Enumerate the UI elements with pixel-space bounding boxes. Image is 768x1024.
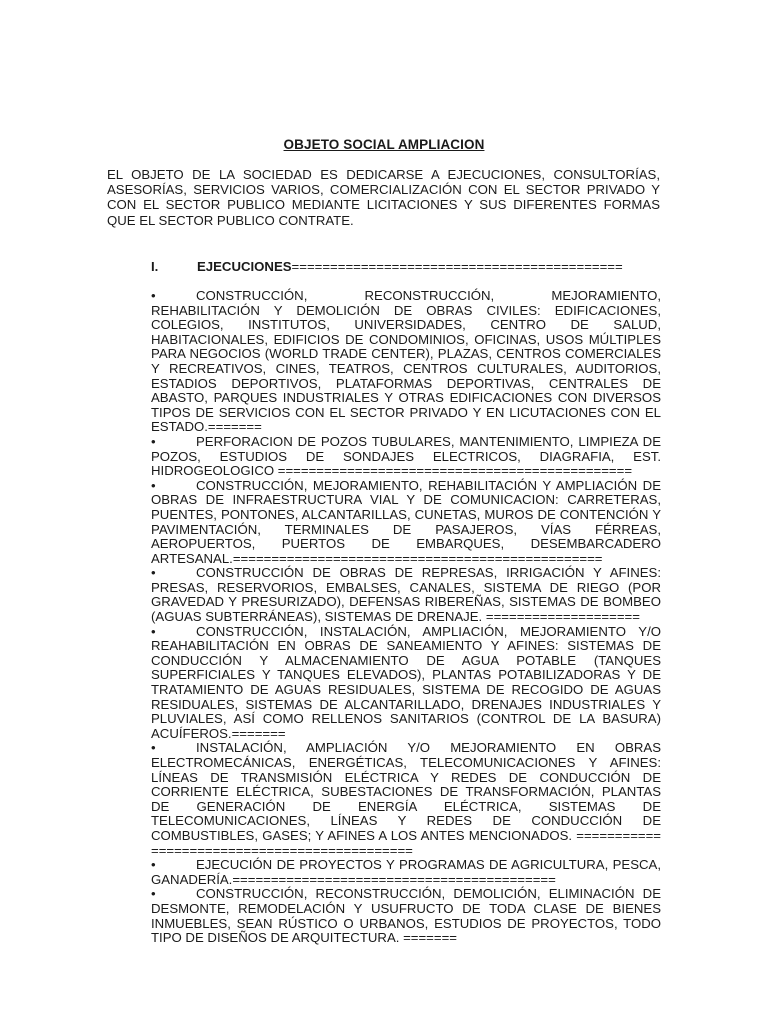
- document-title: OBJETO SOCIAL AMPLIACION: [283, 137, 485, 152]
- item-text: EJECUCIÓN DE PROYECTOS Y PROGRAMAS DE AGRICULTURA, PESCA, GANADERÍA.: [151, 857, 661, 887]
- bullet-icon: •: [151, 740, 156, 756]
- section-rule: ===========================================: [291, 259, 623, 274]
- list-item: [151, 289, 661, 435]
- item-text: PERFORACION DE POZOS TUBULARES, MANTENIMIENTO, LIMPIEZA DE POZOS, ESTUDIOS DE SONDAJES ELECTRICOS, DIAGRAFIA, EST. HIDROGEOLOGICO: [151, 433, 661, 479]
- item-text: CONSTRUCCIÓN, INSTALACIÓN, AMPLIACIÓN, MEJORAMIENTO Y/O REAHABILITACIÓN EN OBRAS DE SANEAMIENTO Y AFINES: SISTEMAS DE CONDUCCIÓN Y ALMACENAMIENTO DE AGUA POTABLE (TANQUES SUPERFICIALES Y TANQUES ELEVADOS), PLANTAS POTABILIZADORAS Y DE TRATAMIENTO DE AGUAS RESIDUALES, SISTEMA DE RECOGIDO DE AGUAS RESIDUALES, SISTEMAS DE ALCANTARILLADO, DRENAJES INDUSTRIALES Y PLUVIALES, ASÍ COMO RELLENOS SANITARIOS (CONTROL DE LA BASURA) ACUÍFEROS.: [151, 623, 661, 741]
- list-item: [151, 435, 661, 479]
- item-rule: =======: [403, 930, 457, 946]
- list-item: [151, 858, 661, 887]
- section-number: I.: [151, 259, 159, 274]
- item-rule: =============================================: [151, 827, 661, 858]
- section-label: EJECUCIONES: [197, 259, 292, 274]
- item-rule: ================================================: [232, 550, 603, 566]
- item-text: CONSTRUCCIÓN, MEJORAMIENTO, REHABILITACIÓN Y AMPLIACIÓN DE OBRAS DE INFRAESTRUCTURA VIAL Y DE COMUNICACION: CARRETERAS, PUENTES, PONTONES, ALCANTARILLAS, CUNETAS, MUROS DE CONTENCIÓN Y PAVIMENTACIÓN, TERMINALES DE PASAJEROS, VÍAS FÉRREAS, AEROPUERTOS, PUERTOS DE EMBARQUES, DESEMBARCADERO ARTESANAL.: [151, 477, 661, 566]
- list-item: [151, 566, 661, 624]
- list-item: [151, 887, 661, 945]
- bullet-icon: •: [151, 857, 156, 873]
- bullet-icon: •: [151, 288, 156, 303]
- intro-paragraph: EL OBJETO DE LA SOCIEDAD ES DEDICARSE A EJECUCIONES, CONSULTORÍAS, ASESORÍAS, SERVICIOS VARIOS, COMERCIALIZACIÓN CON EL SECTOR PRIVADO Y CON EL SECTOR PUBLICO MEDIANTE LICITACIONES Y SUS DIFERENTES FORMAS QUE EL SECTOR PUBLICO CONTRATE.: [107, 167, 660, 228]
- items-list: [151, 289, 661, 946]
- list-item: [151, 625, 661, 742]
- bullet-icon: •: [151, 477, 156, 493]
- list-item: [151, 741, 661, 858]
- item-text: CONSTRUCCIÓN, RECONSTRUCCIÓN, DEMOLICIÓN, ELIMINACIÓN DE DESMONTE, REMODELACIÓN Y USUFRUCTO DE TODA CLASE DE BIENES INMUEBLES, SEAN RÚSTICO O URBANOS, ESTUDIOS DE PROYECTOS, TODO TIPO DE DISEÑOS DE ARQUITECTURA.: [151, 886, 661, 946]
- item-rule: ==========================================: [232, 871, 556, 887]
- section-heading: [151, 259, 661, 274]
- list-item: [151, 479, 661, 567]
- bullet-icon: •: [151, 623, 156, 639]
- bullet-icon: •: [151, 565, 156, 581]
- bullet-icon: •: [151, 433, 156, 449]
- item-rule: =======: [231, 725, 286, 741]
- item-text: CONSTRUCCIÓN DE OBRAS DE REPRESAS, IRRIGACIÓN Y AFINES: PRESAS, RESERVORIOS, EMBALSES, CANALES, SISTEMA DE RIEGO (POR GRAVEDAD Y PRESURIZADO), DEFENSAS RIBEREÑAS, SISTEMAS DE BOMBEO (AGUAS SUBTERRÁNEAS), SISTEMAS DE DRENAJE.: [151, 565, 661, 625]
- item-rule: =======: [207, 419, 262, 435]
- item-rule: ====================: [485, 609, 640, 625]
- bullet-icon: •: [151, 886, 156, 902]
- item-rule: ==============================================: [277, 463, 633, 479]
- item-text: CONSTRUCCIÓN, RECONSTRUCCIÓN, MEJORAMIENTO, REHABILITACIÓN Y DEMOLICIÓN DE OBRAS CIVILES: EDIFICACIONES, COLEGIOS, INSTITUTOS, UNIVERSIDADES, CENTRO DE SALUD, HABITACIONALES, EDIFICIOS DE CONDOMINIOS, OFICINAS, USOS MÚLTIPLES PARA NEGOCIOS (WORLD TRADE CENTER), PLAZAS, CENTROS COMERCIALES Y RECREATIVOS, CINES, TEATROS, CENTROS CULTURALES, AUDITORIOS, ESTADIOS DEPORTIVOS, PLATAFORMAS DEPORTIVAS, CENTRALES DE ABASTO, PARQUES INDUSTRIALES Y OTRAS EDIFICACIONES CON DIVERSOS TIPOS DE SERVICIOS CON EL SECTOR PRIVADO Y EN LICUTACIONES CON EL ESTADO.: [151, 288, 661, 435]
- item-text: INSTALACIÓN, AMPLIACIÓN Y/O MEJORAMIENTO EN OBRAS ELECTROMECÁNICAS, ENERGÉTICAS, TELECOMUNICACIONES Y AFINES: LÍNEAS DE TRANSMISIÓN ELÉCTRICA Y REDES DE CONDUCCIÓN DE CORRIENTE ELÉCTRICA, SUBESTACIONES DE TRANSFORMACIÓN, PLANTAS DE GENERACIÓN DE ENERGÍA ELÉCTRICA, SISTEMAS DE TELECOMUNICACIONES, LÍNEAS Y REDES DE CONDUCCIÓN DE COMBUSTIBLES, GASES; Y AFINES A LOS ANTES MENCIONADOS.: [151, 740, 661, 843]
